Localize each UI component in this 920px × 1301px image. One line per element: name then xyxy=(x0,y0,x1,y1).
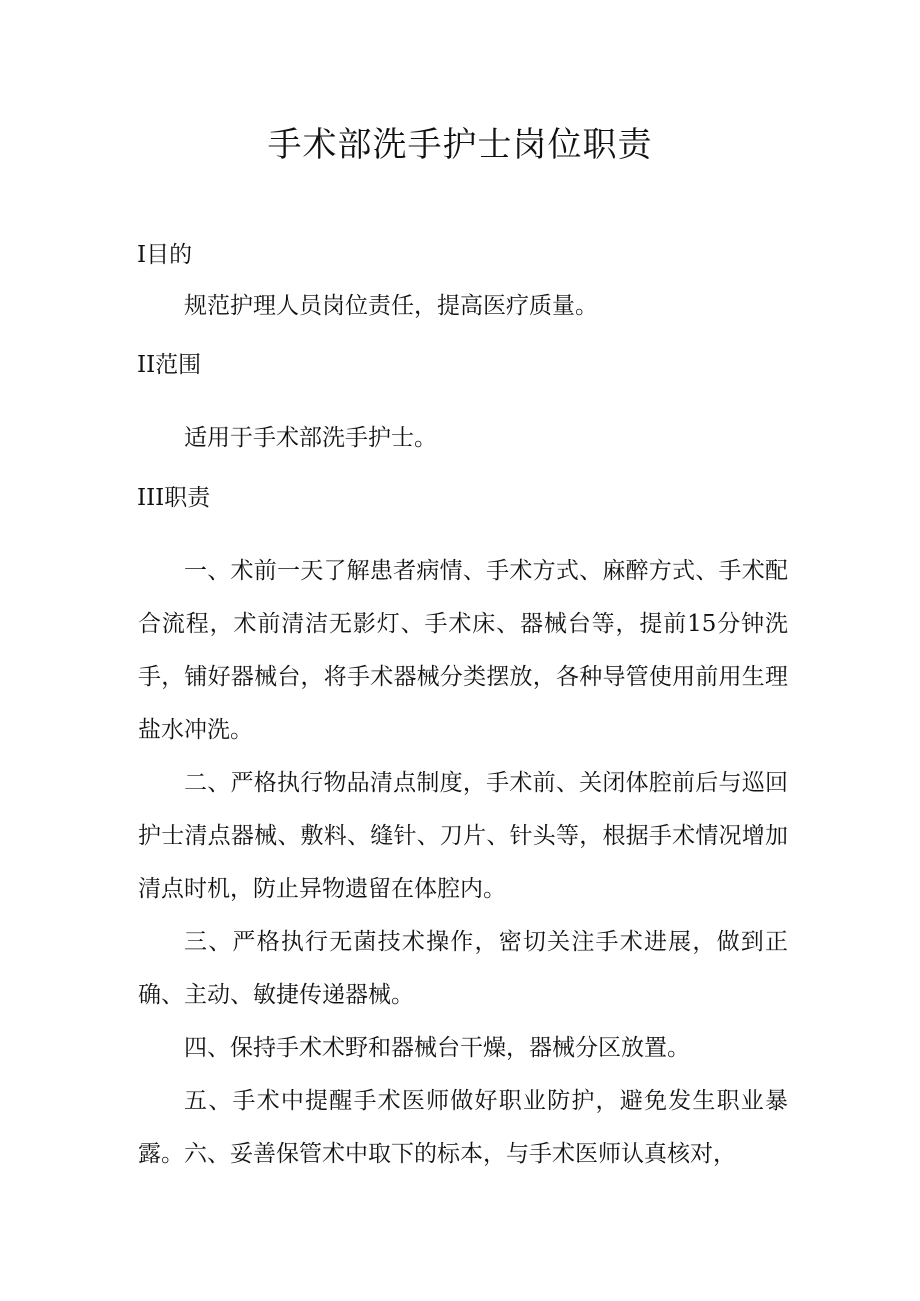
scope-paragraph: 适用于手术部洗手护士。 xyxy=(184,425,437,451)
duty-paragraph-4: 四、保持手术术野和器械台干燥，器械分区放置。 xyxy=(184,1035,690,1061)
duty-paragraph-3: 三、严格执行无菌技术操作，密切关注手术进展，做到正确、主动、敏捷传递器械。 xyxy=(138,929,788,1008)
document-title: 手术部洗手护士岗位职责 xyxy=(267,125,653,165)
duty-paragraph-5: 五、手术中提醒手术医师做好职业防护，避免发生职业暴露。 xyxy=(138,1088,788,1167)
duty-paragraph-6: 六、妥善保管术中取下的标本，与手术医师认真核对， xyxy=(184,1141,736,1167)
purpose-paragraph: 规范护理人员岗位责任，提高医疗质量。 xyxy=(184,293,598,319)
duty-paragraph-2: 二、严格执行物品清点制度，手术前、关闭体腔前后与巡回护士清点器械、敷料、缝针、刀片、针头等，根据手术情况增加清点时机，防止异物遗留在体腔内。 xyxy=(138,770,788,902)
section-heading-scope: II范围 xyxy=(137,352,202,378)
section-heading-purpose: I目的 xyxy=(137,242,193,268)
section-heading-duties: III职责 xyxy=(137,485,211,511)
duty-paragraph-1: 一、术前一天了解患者病情、手术方式、麻醉方式、手术配合流程，术前清洁无影灯、手术床、器械台等，提前15分钟洗手，铺好器械台，将手术器械分类摆放，各种导管使用前用生理盐水冲洗。 xyxy=(138,558,788,743)
